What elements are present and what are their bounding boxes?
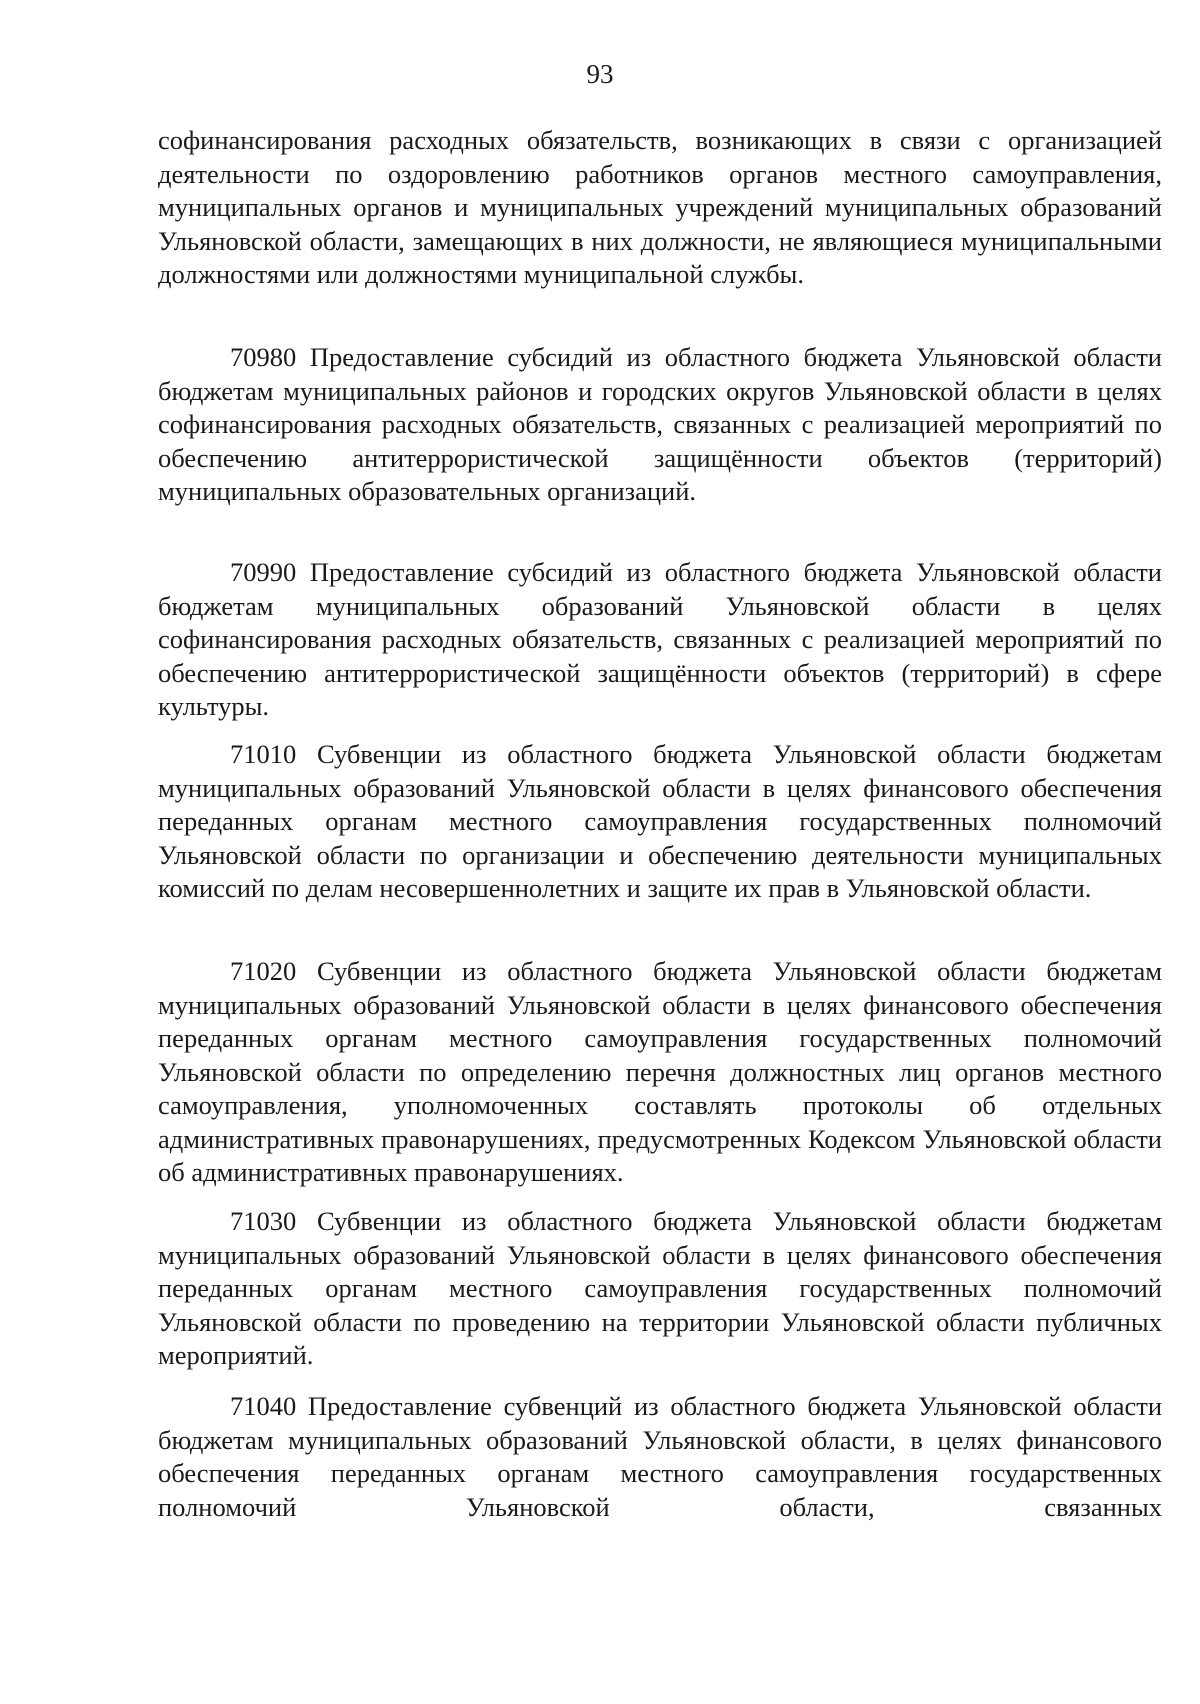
page-number: 93 (586, 59, 614, 89)
paragraph-71030: 71030 Субвенции из областного бюджета Ульяновской области бюджетам муниципальных образований Ульяновской области в целях финансового обеспечения переданных органам местного самоуправления государственных полномочий Ульяновской области по проведению на территории Ульяновской области публичных мероприятий. (158, 1206, 1162, 1370)
paragraph-continuation: софинансирования расходных обязательств, возникающих в связи с организацией деятельности по оздоровлению работников органов местного самоуправления, муниципальных органов и муниципальных учреждений муниципальных образований Ульяновской области, замещающих в них должности, не являющиеся муниципальными должностями или должностями муниципальной службы. (158, 125, 1162, 289)
paragraph-70980: 70980 Предоставление субсидий из областного бюджета Ульяновской области бюджетам муниципальных районов и городских округов Ульяновской области в целях софинансирования расходных обязательств, связанных с реализацией мероприятий по обеспечению антитеррористической защищённости объектов (территорий) муниципальных образовательных организаций. (158, 342, 1162, 506)
paragraph-70990: 70990 Предоставление субсидий из областного бюджета Ульяновской области бюджетам муниципальных образований Ульяновской области в целях софинансирования расходных обязательств, связанных с реализацией мероприятий по обеспечению антитеррористической защищённости объектов (территорий) в сфере культуры. (158, 557, 1162, 721)
paragraph-71010: 71010 Субвенции из областного бюджета Ульяновской области бюджетам муниципальных образований Ульяновской области в целях финансового обеспечения переданных органам местного самоуправления государственных полномочий Ульяновской области по организации и обеспечению деятельности муниципальных комиссий по делам несовершеннолетних и защите их прав в Ульяновской области. (158, 739, 1162, 903)
paragraph-71020: 71020 Субвенции из областного бюджета Ульяновской области бюджетам муниципальных образований Ульяновской области в целях финансового обеспечения переданных органам местного самоуправления государственных полномочий Ульяновской области по определению перечня должностных лиц органов местного самоуправления, уполномоченных составлять протоколы об отдельных административных правонарушениях, предусмотренных Кодексом Ульяновской области об административных правонарушениях. (158, 956, 1162, 1187)
paragraph-71040: 71040 Предоставление субвенций из областного бюджета Ульяновской области бюджетам муниципальных образований Ульяновской области, в целях финансового обеспечения переданных органам местного самоуправления государственных полномочий Ульяновской области, связанных (158, 1391, 1162, 1522)
